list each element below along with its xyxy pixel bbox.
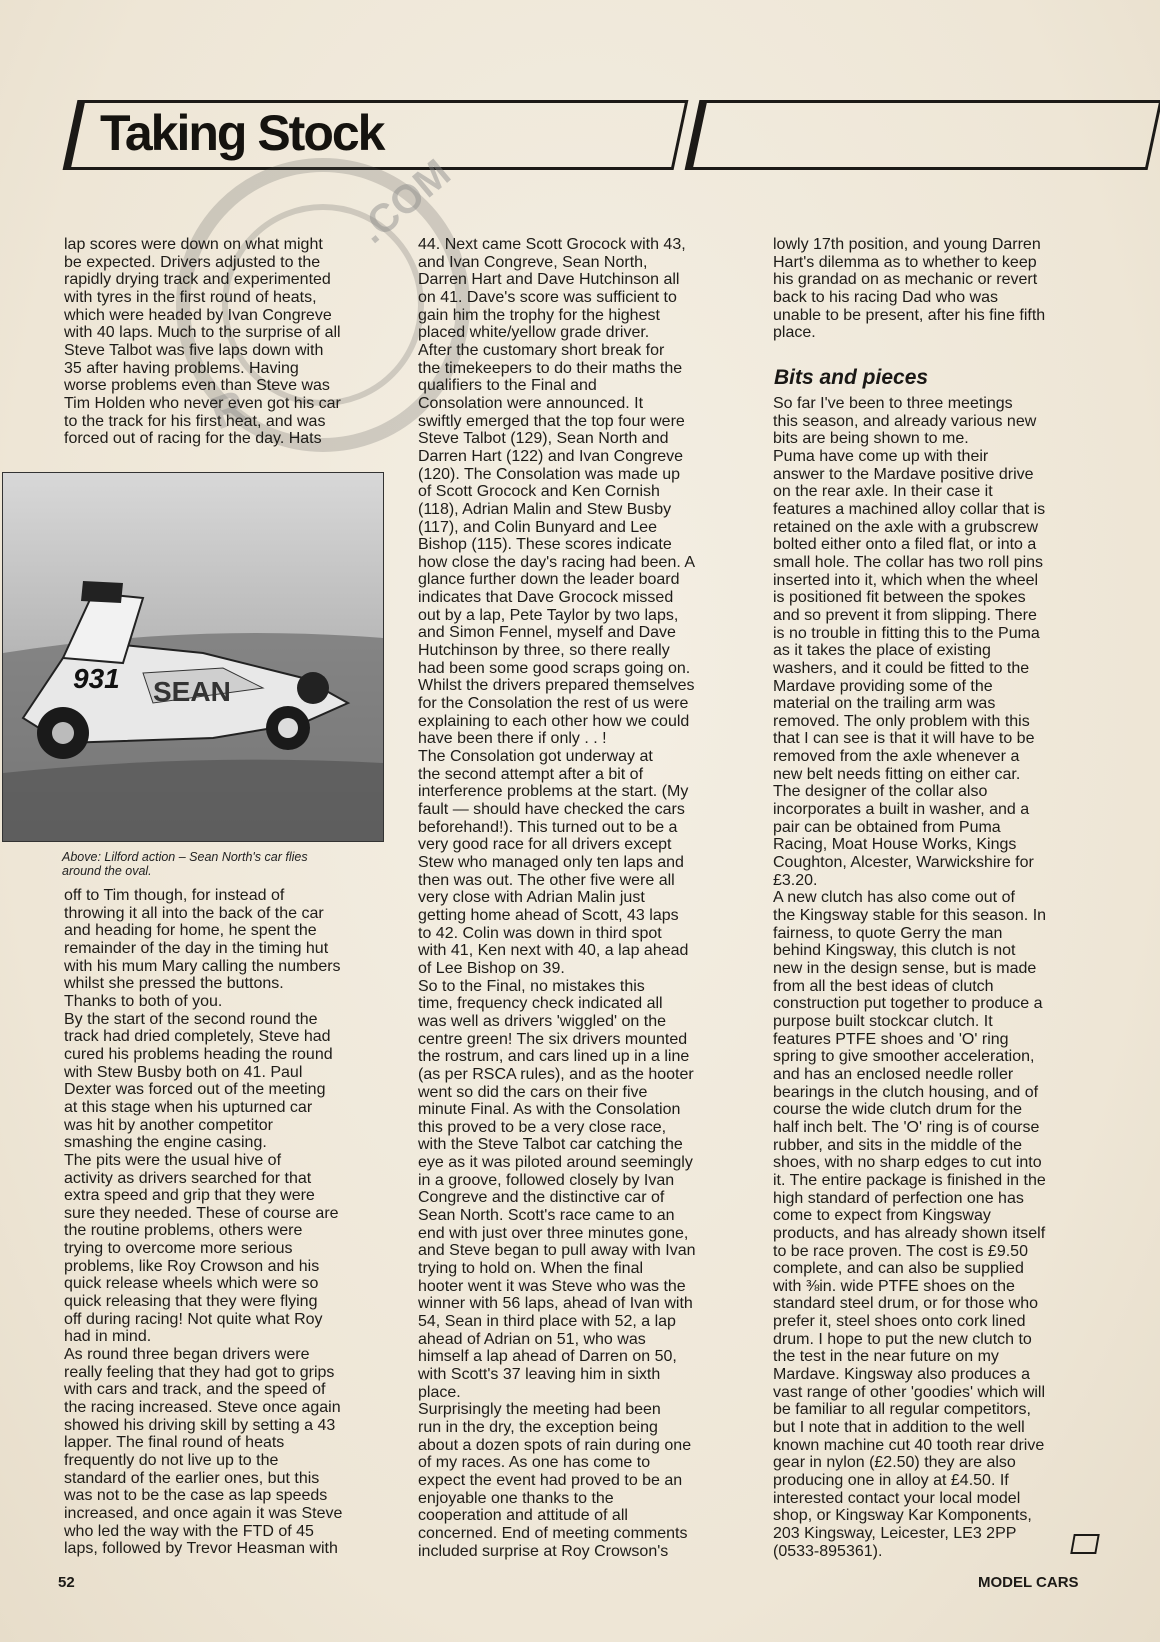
section-subheading: Bits and pieces — [774, 366, 929, 389]
magazine-name: MODEL CARS — [978, 1574, 1079, 1591]
watermark-letter: R — [203, 379, 253, 440]
column-3-top-text: lowly 17th position, and young Darren Hart's dilemma as to whether to keep his grandad on as mechanic or revert back to his racing Dad who was unable to be present, after his fine fifth place. — [773, 236, 1046, 342]
column-1-top-text: lap scores were down on what might be expected. Drivers adjusted to the rapidly drying track and experimented with tyres in the first round of heats, which were headed by Ivan Congreve with 40 laps. Much to the surprise of all Steve Talbot was five laps down with 35 after having problems. Having worse problems even than Steve was Tim Holden who never even got his car to the track for his first heat, and was forced out of racing for the day. Hats — [64, 236, 341, 448]
car-name: SEAN — [153, 676, 231, 707]
column-2-text: 44. Next came Scott Grocock with 43, and Ivan Congreve, Sean North, Darren Hart and Dave Hutchinson all on 41. Dave's score was sufficient to gain him the trophy for the highest placed white/yellow grade driver. After the customary short break for the timekeepers to do their maths the qualifiers to the Final and Consolation were announced. It swiftly emerged that the top four were Steve Talbot (129), Sean North and Darren Hart (122) and Ivan Congreve (120). The Consolation was made up of Scott Grocock and Ken Cornish (118), Adrian Malin and Stew Busby (117), and Colin Bunyard and Lee Bishop (115). These scores indicate how close the day's racing had been. A glance further down the leader board indicates that Dave Grocock missed out by a lap, Pete Taylor by two laps, and Simon Fennel, myself and Dave Hutchinson by three, so there really had been some good scraps going on. Whilst the drivers prepared themselves for the Consolation the rest of us were explaining to each other how we could have been there if only . . ! The Consolation got underway at the second attempt after a bit of interference problems at the start. (My fault — should have checked the cars beforehand!). This turned out to be a very good race for all drivers except Stew who managed only ten laps and then was out. The other five were all very close with Adrian Malin just getting home ahead of Scott, 43 laps to 42. Colin was down in third spot with 41, Ken next with 40, a lap ahead of Lee Bishop on 39. So to the Final, no mistakes this time, frequency check indicated all was well as drivers 'wiggled' on the centre green! The six drivers mounted the rostrum, and cars lined up in a line (as per RSCA rules), and as the hooter went so did the cars on their five minute Final. As with the Consolation this proved to be a very close race, with the Steve Talbot car catching the eye as it was piloted around seemingly in a groove, followed closely by Ivan Congreve and the distinctive car of Sean North. Scott's race came to an end with just over three minutes gone, and Steve began to pull away with Ivan trying to hold on. When the final hooter went it was Steve who was the winner with 56 laps, ahead of Ivan with 54, Sean in third place with 52, a lap ahead of Adrian on 51, who was himself a lap ahead of Darren on 50, with Scott's 37 leaving him in sixth place. Surprisingly the meeting had been run in the dry, the exception being about a dozen spots of rain during one of my races. As one has come to expect the event had proved to be an enjoyable one thanks to the cooperation and attitude of all concerned. End of meeting comments included surprise at Roy Crowson's — [418, 236, 696, 1560]
car-number: 931 — [73, 663, 120, 694]
end-mark-icon — [1070, 1534, 1100, 1554]
column-3-bottom-text: So far I've been to three meetings this season, and already various new bits are being shown to me. Puma have come up with their answer to the Mardave positive drive on the rear axle. In their case it features a machined alloy collar that is retained on the axle with a grubscrew bolted either onto a filed flat, or into a small hole. The collar has two roll pins inserted into it, which when the wheel is positioned fit between the spokes and so prevent it from slipping. There is no trouble in fitting this to the Puma as it takes the place of existing washers, and it could be fitted to the Mardave providing some of the material on the trailing arm was removed. The only problem with this that I can see is that it will have to be removed from the axle whenever a new belt needs fitting on either car. The designer of the collar also incorporates a built in washer, and a pair can be obtained from Puma Racing, Moat House Works, Kings Coughton, Alcester, Warwickshire for £3.20. A new clutch has also come out of the Kingsway stable for this season. In fairness, to quote Gerry the man behind Kingsway, this clutch is not new in the design sense, but is made from all the best ideas of clutch construction put together to produce a purpose built stockcar clutch. It features PTFE shoes and 'O' ring spring to give smoother acceleration, and has an enclosed needle roller bearings in the clutch housing, and of course the wide clutch drum for the half inch belt. The 'O' ring is of course rubber, and sits in the middle of the shoes, with no sharp edges to cut into it. The entire package is finished in the high standard of perfection one has come to expect from Kingsway products, and has already shown itself to be race proven. The cost is £9.50 complete, and can also be supplied with ⅜in. wide PTFE shoes on the standard steel drum, or for those who prefer it, steel shoes onto cork lined drum. I hope to put the new clutch to the test in the near future on my Mardave. Kingsway also produces a vast range of other 'goodies' which will be familiar to all regular competitors, but I note that in addition to the well known machine cut 40 tooth rear drive gear in nylon (£2.50) they are also producing one in alloy at £4.50. If interested contact your local model shop, or Kingsway Kar Komponents, 203 Kingsway, Leicester, LE3 2PP (0533-895361). — [773, 395, 1047, 1560]
caption-line-2: around the oval. — [62, 864, 152, 878]
race-car-photo — [2, 472, 384, 842]
empty-header-frame — [685, 100, 1160, 170]
photo-caption — [62, 850, 382, 878]
column-1-bottom-text: off to Tim though, for instead of throwing it all into the back of the car and heading for home, he spent the remainder of the day in the timing hut with his mum Mary calling the numbers whilst she pressed the buttons. Thanks to both of you. By the start of the second round the track had dried completely, Steve had cured his problems heading the round with Stew Busby both on 41. Paul Dexter was forced out of the meeting at this stage when his upturned car was hit by another competitor smashing the engine casing. The pits were the usual hive of activity as drivers searched for that extra speed and grip that they were sure they needed. These of course are the routine problems, others were trying to overcome more serious problems, like Roy Crowson and his quick release wheels which were so quick releasing that they were flying off during racing! Not quite what Roy had in mind. As round three began drivers were really feeling that they had got to grips with cars and track, and the speed of the racing increased. Steve once again showed his driving skill by setting a 43 lapper. The final round of heats frequently do not live up to the standard of the earlier ones, but this was not to be the case as lap speeds increased, and once again it was Steve who led the way with the FTD of 45 laps, followed by Trevor Heasman with — [64, 887, 343, 1558]
caption-line-1: Above: Lilford action – Sean North's car flies — [62, 850, 308, 864]
page-title: Taking Stock — [100, 105, 384, 161]
page-number: 52 — [58, 1574, 75, 1591]
watermark-text: .COM — [350, 151, 459, 252]
